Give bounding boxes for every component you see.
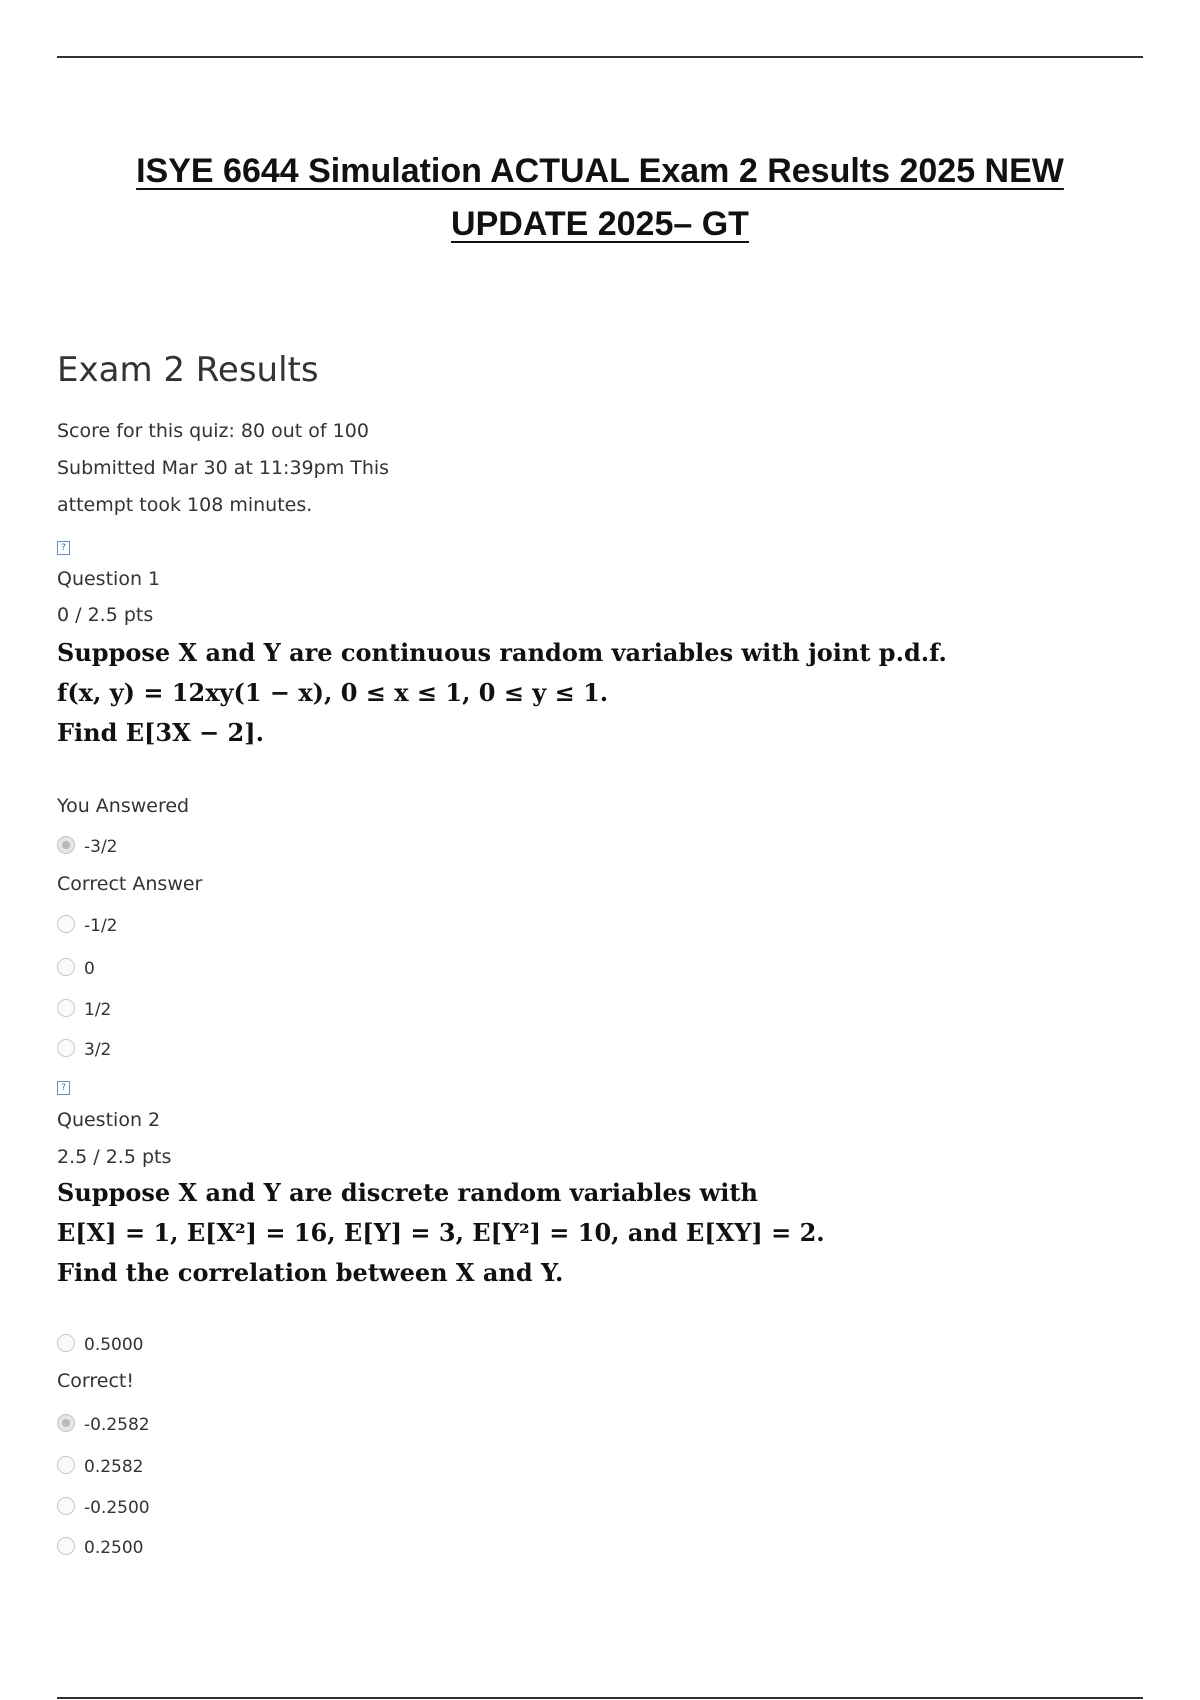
- option-text: 0: [84, 959, 95, 979]
- option-text: 1/2: [84, 1000, 112, 1020]
- q1-answer-option[interactable]: [57, 1039, 111, 1061]
- radio-icon[interactable]: [57, 999, 75, 1017]
- flag-question-icon[interactable]: ?: [57, 1081, 70, 1095]
- document-title-line-1: ISYE 6644 Simulation ACTUAL Exam 2 Results 2025 NEW: [136, 152, 1064, 190]
- question-1-label: Question 1: [57, 568, 161, 590]
- flag-question-icon[interactable]: ?: [57, 541, 70, 555]
- radio-icon[interactable]: [57, 1456, 75, 1474]
- option-text: 0.2582: [84, 1457, 144, 1477]
- radio-icon[interactable]: [57, 1497, 75, 1515]
- question-2-label: Question 2: [57, 1109, 161, 1131]
- document-title: [100, 145, 1100, 251]
- bottom-divider: [57, 1697, 1143, 1699]
- q2-answer-option[interactable]: [57, 1334, 143, 1356]
- radio-icon[interactable]: [57, 958, 75, 976]
- radio-selected-icon[interactable]: [57, 836, 75, 854]
- question-2-text-line-1: Suppose X and Y are discrete random variables with: [57, 1178, 758, 1207]
- top-divider: [57, 56, 1143, 58]
- q1-answer-option[interactable]: [57, 915, 118, 937]
- radio-icon[interactable]: [57, 915, 75, 933]
- question-1-formula: f(x, y) = 12xy(1 − x), 0 ≤ x ≤ 1, 0 ≤ y ≤ 1.: [57, 678, 609, 707]
- question-1-prompt: Find E[3X − 2].: [57, 718, 264, 747]
- option-text: -0.2500: [84, 1498, 150, 1518]
- option-text: 0.5000: [84, 1335, 144, 1355]
- document-title-line-2: UPDATE 2025– GT: [451, 205, 749, 243]
- q2-answer-option[interactable]: [57, 1537, 143, 1559]
- submission-info-line-1: Submitted Mar 30 at 11:39pm This: [57, 457, 390, 479]
- submission-info-line-2: attempt took 108 minutes.: [57, 494, 313, 516]
- quiz-score: Score for this quiz: 80 out of 100: [57, 420, 369, 442]
- correct-answer-label: Correct Answer: [57, 873, 203, 895]
- q1-answer-option[interactable]: [57, 958, 95, 980]
- option-text: 3/2: [84, 1040, 112, 1060]
- question-1-points: 0 / 2.5 pts: [57, 604, 154, 626]
- you-answered-label: You Answered: [57, 795, 190, 817]
- q2-answer-option[interactable]: [57, 1497, 150, 1519]
- q1-answer-option[interactable]: [57, 836, 118, 858]
- option-text: -3/2: [84, 837, 118, 857]
- option-text: -0.2582: [84, 1415, 150, 1435]
- q2-answer-option[interactable]: [57, 1456, 143, 1478]
- option-text: 0.2500: [84, 1538, 144, 1558]
- correct-label: Correct!: [57, 1370, 134, 1392]
- question-2-prompt: Find the correlation between X and Y.: [57, 1258, 564, 1287]
- radio-icon[interactable]: [57, 1334, 75, 1352]
- q1-answer-option[interactable]: [57, 999, 111, 1021]
- question-1-text-line-1: Suppose X and Y are continuous random variables with joint p.d.f.: [57, 638, 947, 667]
- radio-selected-icon[interactable]: [57, 1414, 75, 1432]
- q2-answer-option[interactable]: [57, 1414, 150, 1436]
- question-2-formula: E[X] = 1, E[X²] = 16, E[Y] = 3, E[Y²] = 10, and E[XY] = 2.: [57, 1218, 825, 1247]
- radio-icon[interactable]: [57, 1537, 75, 1555]
- option-text: -1/2: [84, 916, 118, 936]
- question-2-points: 2.5 / 2.5 pts: [57, 1146, 172, 1168]
- radio-icon[interactable]: [57, 1039, 75, 1057]
- results-heading: Exam 2 Results: [57, 350, 319, 390]
